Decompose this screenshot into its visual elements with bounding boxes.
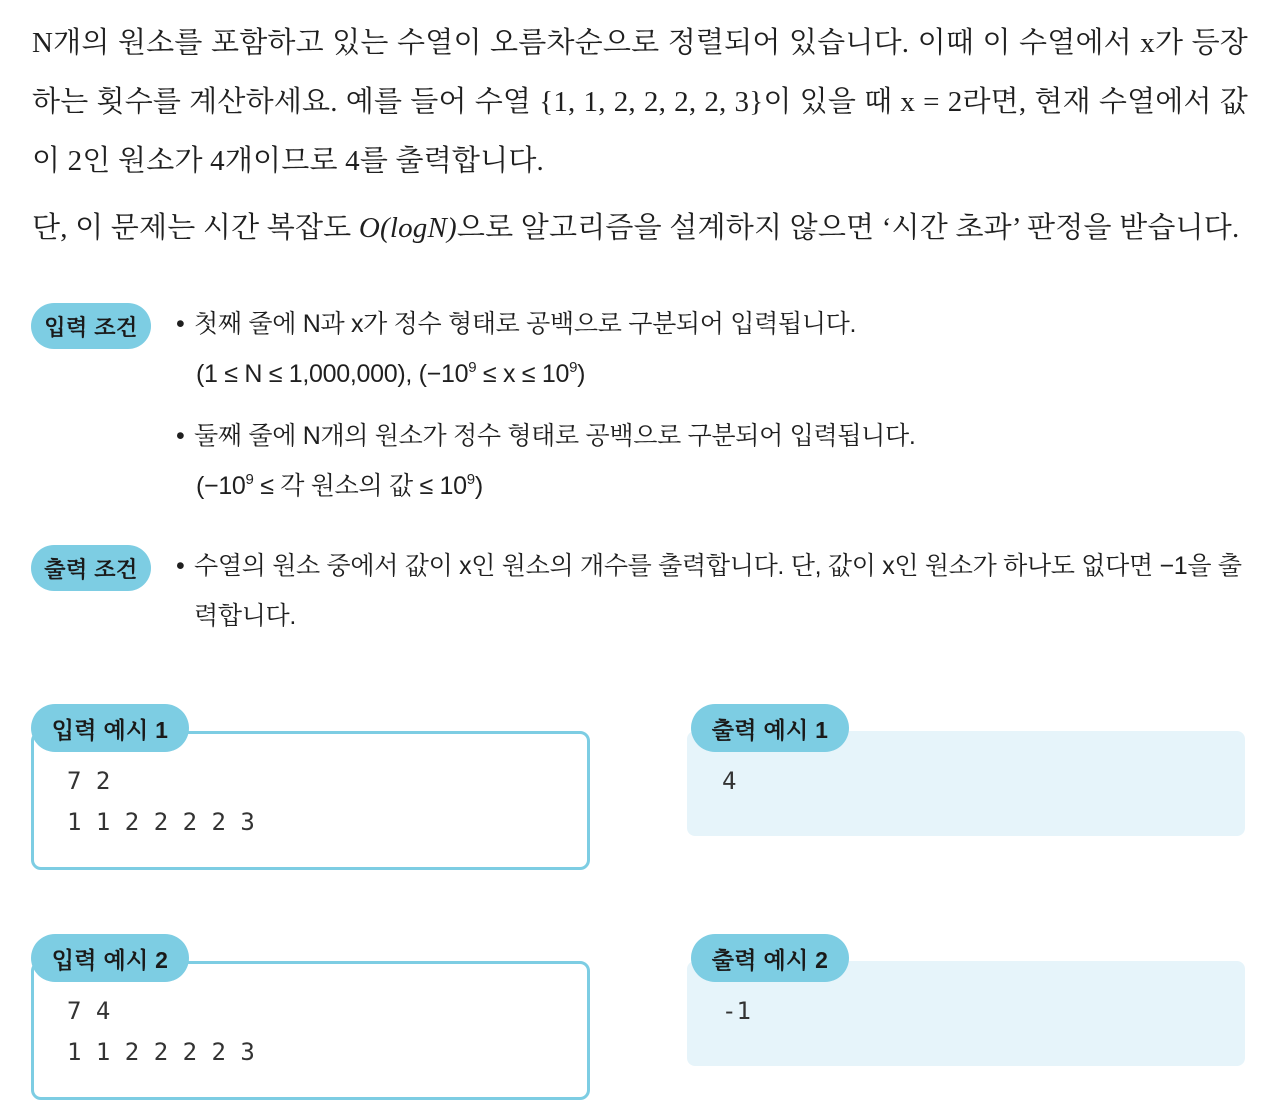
input-example-1-content — [67, 761, 255, 843]
input-condition-item-2-range — [176, 461, 916, 511]
input-example-1-line-2: 1 1 2 2 2 2 3 — [67, 808, 255, 836]
bullet: • — [176, 310, 185, 338]
exponent: 9 — [245, 471, 254, 488]
range-part: ) — [474, 472, 483, 500]
output-example-1-label: 출력 예시 1 — [691, 704, 849, 752]
range-part: ≤ 각 원소의 값 ≤ 10 — [253, 472, 467, 500]
output-example-2-content — [722, 991, 751, 1032]
description-paragraph: N개의 원소를 포함하고 있는 수열이 오름차순으로 정렬되어 있습니다. 이때 이 수열에서 x가 등장하는 횟수를 계산하세요. 예를 들어 수열 {1, 1, 2, 2, 2, 2, 3}이 있을 때 x = 2라면, 현재 수열에서 값이 2인 원소가 4개이므로 4를 출력합니다. — [32, 27, 1248, 177]
input-example-2-line-1: 7 4 — [67, 997, 111, 1025]
range-part: ) — [577, 360, 586, 388]
range-part: (1 ≤ N ≤ 1,000,000), (−10 — [196, 360, 469, 388]
output-condition-item-1-text: 수열의 원소 중에서 값이 x인 원소의 개수를 출력합니다. 단, 값이 x인 원소가 하나도 없다면 −1을 출력합니다. — [194, 552, 1242, 630]
input-example-2-line-2: 1 1 2 2 2 2 3 — [67, 1038, 255, 1066]
output-example-2-line-1: -1 — [722, 997, 751, 1025]
input-condition-item-2 — [176, 411, 916, 511]
input-condition-item-1 — [176, 299, 856, 399]
input-example-2-content — [67, 991, 255, 1073]
exponent: 9 — [466, 471, 475, 488]
note-prefix: 단, 이 문제는 시간 복잡도 — [32, 212, 359, 244]
output-condition-item-1 — [176, 541, 1251, 641]
input-example-1-label: 입력 예시 1 — [31, 704, 189, 752]
input-example-2-label: 입력 예시 2 — [31, 934, 189, 982]
bullet: • — [176, 422, 185, 450]
input-condition-label: 입력 조건 — [31, 303, 151, 349]
output-example-2-label: 출력 예시 2 — [691, 934, 849, 982]
input-condition-item-1-range — [176, 349, 856, 399]
time-limit-note — [32, 199, 1248, 258]
range-part: ≤ x ≤ 10 — [476, 360, 570, 388]
bullet: • — [176, 552, 185, 580]
problem-description — [32, 14, 1248, 258]
input-condition-item-1-text: 첫째 줄에 N과 x가 정수 형태로 공백으로 구분되어 입력됩니다. — [194, 310, 857, 338]
complexity-formula: O(logN) — [358, 212, 457, 244]
input-condition-item-2-text: 둘째 줄에 N개의 원소가 정수 형태로 공백으로 구분되어 입력됩니다. — [194, 422, 916, 450]
note-suffix: 으로 알고리즘을 설계하지 않으면 ‘시간 초과’ 판정을 받습니다. — [456, 212, 1240, 244]
input-example-1-line-1: 7 2 — [67, 767, 111, 795]
exponent: 9 — [468, 359, 477, 376]
output-condition-label: 출력 조건 — [31, 545, 151, 591]
output-example-1-line-1: 4 — [722, 767, 737, 795]
output-example-1-content — [722, 761, 736, 802]
range-part: (−10 — [196, 472, 246, 500]
exponent: 9 — [569, 359, 578, 376]
